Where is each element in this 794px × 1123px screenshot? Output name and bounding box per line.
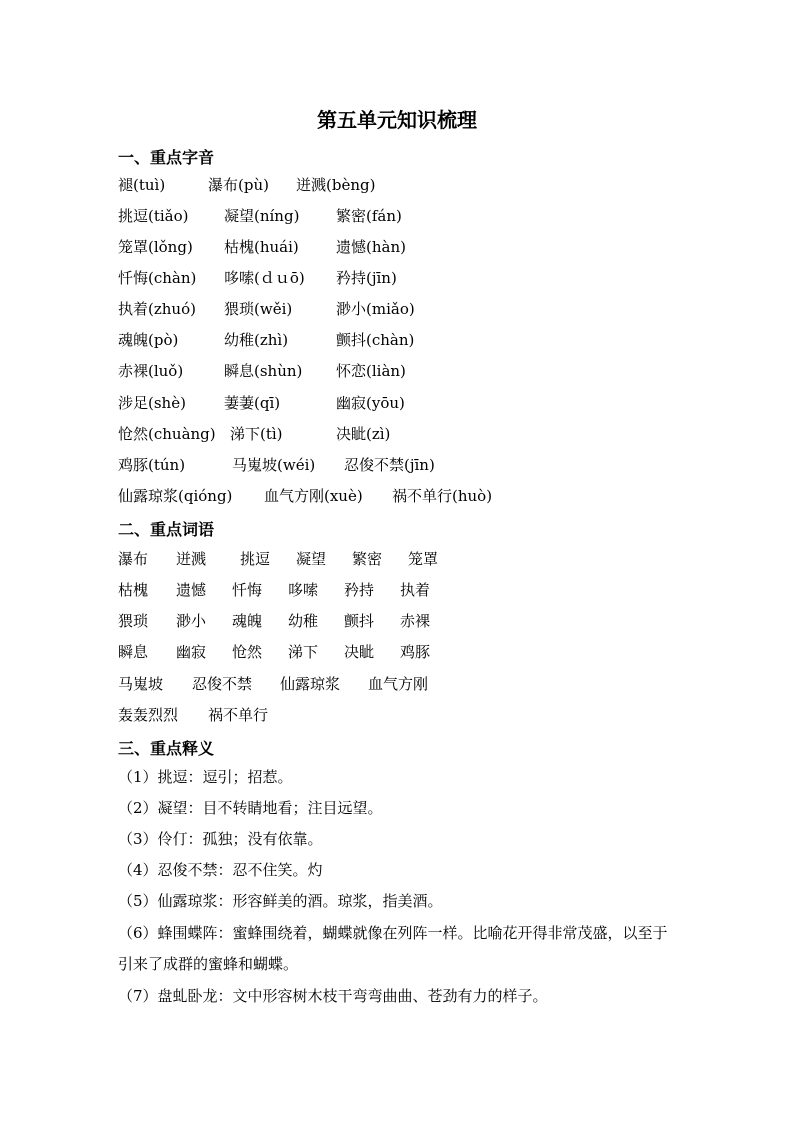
- vocabulary-row: [118, 579, 718, 601]
- vocabulary-word: 马嵬坡: [118, 675, 164, 693]
- pronunciation-item: 仙露琼浆(qióng): [118, 487, 233, 505]
- pronunciation-item: 矜持(jīn): [336, 269, 397, 287]
- pronunciation-item: 祸不单行(huò): [392, 487, 493, 505]
- vocabulary-word: 遗憾: [176, 581, 207, 599]
- vocabulary-word: 涕下: [288, 643, 319, 661]
- vocabulary-word: 凝望: [296, 550, 327, 568]
- vocabulary-word: 幼稚: [288, 612, 319, 630]
- pronunciation-item: 忍俊不禁(jīn): [344, 456, 435, 474]
- pronunciation-item: 迸溅(bèng): [296, 176, 376, 194]
- pronunciation-item: 渺小(miǎo): [336, 300, 415, 318]
- pronunciation-row: [118, 360, 718, 382]
- pronunciation-item: 幽寂(yōu): [336, 394, 405, 412]
- pronunciation-item: 马嵬坡(wéi): [232, 456, 316, 474]
- vocabulary-word: 决眦: [344, 643, 375, 661]
- vocabulary-word: 赤裸: [400, 612, 431, 630]
- definition-item: （2）凝望：目不转睛地看；注目远望。: [118, 799, 383, 817]
- vocabulary-word: 挑逗: [240, 550, 271, 568]
- section-heading-pronunciation: 一、重点字音: [118, 148, 215, 167]
- vocabulary-row: [118, 673, 718, 695]
- definition-item: （3）伶仃：孤独；没有依靠。: [118, 830, 323, 848]
- vocabulary-word: 忏悔: [232, 581, 263, 599]
- vocabulary-word: 轰轰烈烈: [118, 706, 179, 724]
- pronunciation-item: 瀑布(pù): [208, 176, 269, 194]
- pronunciation-item: 褪(tuì): [118, 176, 166, 194]
- page-title: 第五单元知识梳理: [317, 108, 477, 132]
- pronunciation-item: 决眦(zì): [336, 425, 391, 443]
- vocabulary-word: 猥琐: [118, 612, 149, 630]
- pronunciation-item: 哆嗦(ｄｕō): [224, 269, 305, 287]
- section-heading-vocabulary: 二、重点词语: [118, 520, 215, 539]
- vocabulary-word: 鸡豚: [400, 643, 431, 661]
- vocabulary-row: [118, 548, 718, 570]
- pronunciation-row: [118, 329, 718, 351]
- pronunciation-item: 赤裸(luǒ): [118, 362, 184, 380]
- vocabulary-row: [118, 610, 718, 632]
- pronunciation-item: 怆然(chuàng): [118, 425, 216, 443]
- vocabulary-word: 忍俊不禁: [192, 675, 253, 693]
- pronunciation-item: 怀恋(liàn): [336, 362, 406, 380]
- vocabulary-word: 幽寂: [176, 643, 207, 661]
- vocabulary-word: 笼罩: [408, 550, 439, 568]
- vocabulary-word: 血气方刚: [368, 675, 429, 693]
- vocabulary-word: 繁密: [352, 550, 383, 568]
- vocabulary-word: 枯槐: [118, 581, 149, 599]
- pronunciation-item: 涕下(tì): [230, 425, 283, 443]
- pronunciation-item: 笼罩(lǒng): [118, 238, 193, 256]
- pronunciation-item: 枯槐(huái): [224, 238, 299, 256]
- vocabulary-word: 瀑布: [118, 550, 149, 568]
- definition-item: （1）挑逗：逗引；招惹。: [118, 768, 293, 786]
- section-heading-definitions: 三、重点释义: [118, 739, 215, 758]
- definition-item: （7）盘虬卧龙：文中形容树木枝干弯弯曲曲、苍劲有力的样子。: [118, 987, 548, 1005]
- pronunciation-row: [118, 392, 718, 414]
- pronunciation-row: [118, 205, 718, 227]
- pronunciation-item: 猥琐(wěi): [224, 300, 293, 318]
- pronunciation-row: [118, 236, 718, 258]
- vocabulary-word: 执着: [400, 581, 431, 599]
- pronunciation-item: 挑逗(tiǎo): [118, 207, 189, 225]
- vocabulary-word: 仙露琼浆: [280, 675, 341, 693]
- vocabulary-word: 颤抖: [344, 612, 375, 630]
- pronunciation-row: [118, 454, 718, 476]
- pronunciation-row: [118, 485, 718, 507]
- definition-item: （6）蜂围蝶阵：蜜蜂围绕着，蝴蝶就像在列阵一样。比喻花开得非常茂盛，以至于引来了成群的蜜蜂和蝴蝶。: [118, 924, 668, 973]
- pronunciation-item: 萋萋(qī): [224, 394, 281, 412]
- vocabulary-word: 怆然: [232, 643, 263, 661]
- pronunciation-item: 鸡豚(tún): [118, 456, 186, 474]
- vocabulary-word: 渺小: [176, 612, 207, 630]
- pronunciation-item: 涉足(shè): [118, 394, 186, 412]
- pronunciation-item: 颤抖(chàn): [336, 331, 415, 349]
- pronunciation-row: [118, 267, 718, 289]
- vocabulary-word: 魂魄: [232, 612, 263, 630]
- pronunciation-item: 瞬息(shùn): [224, 362, 303, 380]
- pronunciation-item: 执着(zhuó): [118, 300, 196, 318]
- pronunciation-item: 遗憾(hàn): [336, 238, 406, 256]
- pronunciation-item: 繁密(fán): [336, 207, 402, 225]
- vocabulary-word: 迸溅: [176, 550, 207, 568]
- pronunciation-row: [118, 298, 718, 320]
- pronunciation-item: 忏悔(chàn): [118, 269, 197, 287]
- vocabulary-word: 瞬息: [118, 643, 149, 661]
- pronunciation-row: [118, 174, 718, 196]
- pronunciation-item: 凝望(níng): [224, 207, 300, 225]
- vocabulary-word: 哆嗦: [288, 581, 319, 599]
- pronunciation-item: 幼稚(zhì): [224, 331, 289, 349]
- pronunciation-item: 血气方刚(xuè): [264, 487, 363, 505]
- pronunciation-item: 魂魄(pò): [118, 331, 179, 349]
- vocabulary-word: 矜持: [344, 581, 375, 599]
- definition-item: （5）仙露琼浆：形容鲜美的酒。琼浆，指美酒。: [118, 892, 443, 910]
- vocabulary-row: [118, 641, 718, 663]
- definition-item: （4）忍俊不禁：忍不住笑。灼: [118, 861, 323, 879]
- vocabulary-word: 祸不单行: [208, 706, 269, 724]
- vocabulary-row: [118, 704, 718, 726]
- pronunciation-row: [118, 423, 718, 445]
